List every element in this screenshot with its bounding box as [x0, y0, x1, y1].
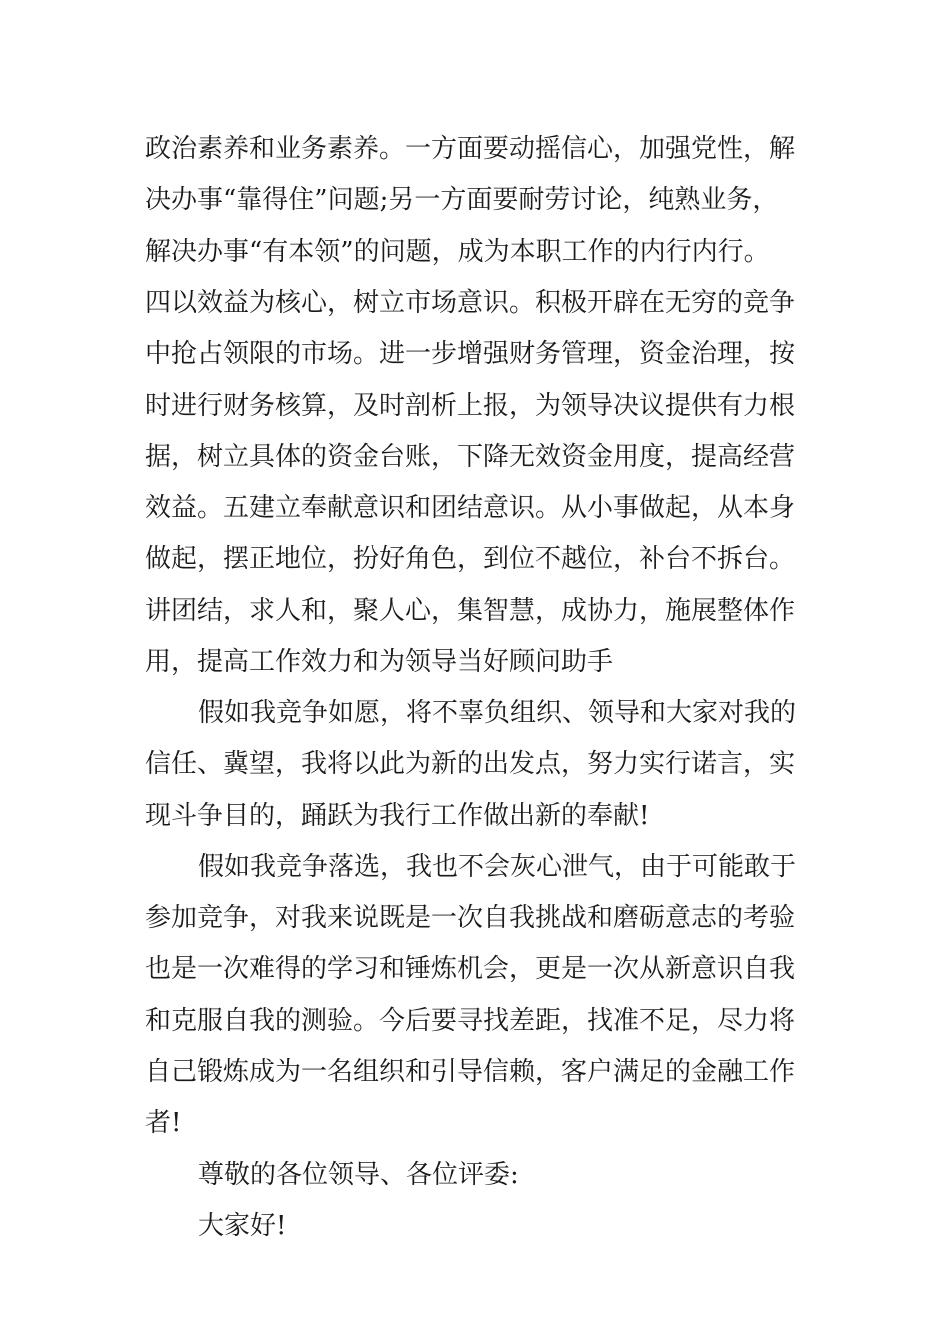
text-line: 做起，摆正地位，扮好角色，到位不越位，补台不拆台。	[145, 544, 796, 574]
salutation: 尊敬的各位领导、各位评委:	[198, 1160, 519, 1190]
text-line: 时进行财务核算，及时剖析上报，为领导决议提供有力根	[145, 391, 796, 421]
text-line: 效益。五建立奉献意识和团结意识。从小事做起，从本身	[145, 493, 796, 523]
greeting: 大家好!	[198, 1211, 287, 1241]
text-line: 政治素养和业务素养。一方面要动摇信心，加强党性，解	[145, 134, 796, 164]
text-line: 讲团结，求人和，聚人心，集智慧，成协力，施展整体作	[145, 596, 796, 626]
text-line: 参加竞争，对我来说既是一次自我挑战和磨砺意志的考验	[145, 903, 796, 933]
text-line: 也是一次难得的学习和锤炼机会，更是一次从新意识自我	[145, 954, 796, 984]
text-line: 者!	[145, 1108, 182, 1138]
text-line: 用，提高工作效力和为领导当好顾问助手	[145, 647, 614, 677]
text-line: 和克服自我的测验。今后要寻找差距，找准不足，尽力将	[145, 1006, 796, 1036]
text-line: 决办事“靠得住”问题;另一方面要耐劳讨论，纯熟业务，	[145, 185, 779, 215]
paragraph-first-line: 假如我竞争落选，我也不会灰心泄气，由于可能敢于	[198, 852, 797, 882]
paragraph-first-line: 假如我竞争如愿，将不辜负组织、领导和大家对我的	[198, 698, 797, 728]
text-line: 现斗争目的，踊跃为我行工作做出新的奉献!	[145, 801, 650, 831]
text-line: 据，树立具体的资金台账，下降无效资金用度，提高经营	[145, 442, 796, 472]
text-line: 解决办事“有本领”的问题，成为本职工作的内行内行。	[145, 237, 770, 267]
text-line: 信任、冀望，我将以此为新的出发点，努力实行诺言，实	[145, 749, 796, 779]
text-line: 中抢占领限的市场。进一步增强财务管理，资金治理，按	[145, 339, 796, 369]
text-line: 四以效益为核心，树立市场意识。积极开辟在无穷的竞争	[145, 288, 796, 318]
text-line: 自己锻炼成为一名组织和引导信赖，客户满足的金融工作	[145, 1057, 796, 1087]
